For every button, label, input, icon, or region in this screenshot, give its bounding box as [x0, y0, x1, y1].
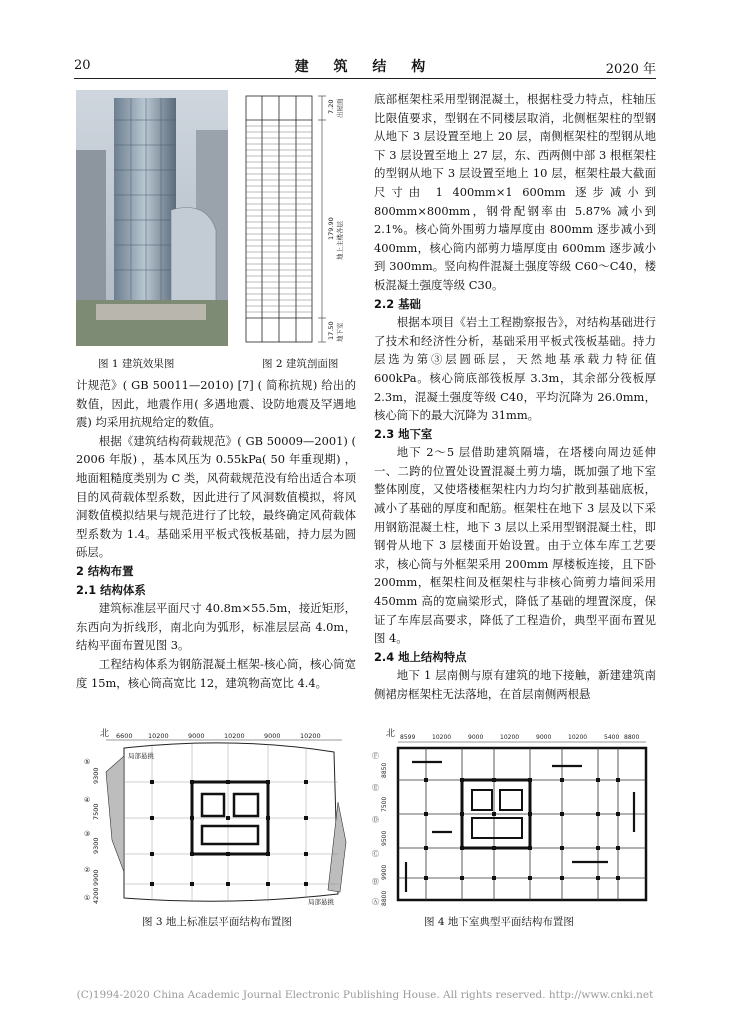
figure-3-caption: 图 3 地上标准层平面结构布置图	[142, 916, 292, 928]
axis-label: ③	[84, 830, 91, 838]
dim-label: 10200	[224, 732, 245, 740]
column-mark	[266, 882, 270, 886]
figure-1-caption: 图 1 建筑效果图	[98, 358, 175, 370]
running-header	[74, 56, 656, 79]
note-label: 局部悬挑	[128, 752, 154, 760]
column-mark	[424, 812, 428, 816]
fig2-label: 7.20	[327, 99, 335, 114]
subsection-heading: 2.2 基础	[374, 296, 421, 311]
column-mark	[560, 876, 564, 880]
column-mark	[304, 780, 308, 784]
fig2-label: 地上主楼各层	[336, 221, 344, 260]
column-mark	[560, 846, 564, 850]
axis-label: Ⓓ	[372, 816, 379, 824]
dim-label: 5400	[604, 734, 620, 741]
dim-label: 9500	[381, 830, 388, 846]
axis-label: Ⓕ	[372, 752, 379, 760]
axis-label: Ⓔ	[372, 784, 379, 792]
subsection-heading: 2.3 地下室	[374, 426, 433, 441]
column-mark	[560, 778, 564, 782]
dim-label: 10200	[568, 734, 588, 741]
column-mark	[150, 816, 154, 820]
axis-label: Ⓑ	[372, 878, 379, 886]
paragraph: 地下 2～5 层借助建筑隔墙，在塔楼向周边延伸一、二跨的位置处设置混凝土剪力墙，既加强了地下室整体刚度，又使塔楼框架柱内力均匀扩散到基础底板，减小了基础的厚度和配筋。框架柱在地下 3 层及以下采用钢筋混凝土柱，地下 3 层以上采用型钢混凝土柱，即钢骨从地下 3 层楼面开始设置。由于立体车库工艺要求，核心筒与外框架采用 200mm 厚楼板连接，且下卧 200mm，框架柱间及框架柱与非核心筒剪力墙间采用 450mm 高的宽扁梁形式，降低了基础的埋置深度，保证了车库层高要求，降低了工程造价，典型平面布置见图 4。	[374, 445, 656, 646]
column-mark	[596, 876, 600, 880]
dim-label: 4200	[92, 887, 100, 904]
note-label: 局部悬挑	[308, 898, 334, 906]
column-mark	[226, 852, 230, 856]
dim-label: 9000	[536, 734, 552, 741]
column-mark	[190, 852, 194, 856]
column-mark	[150, 780, 154, 784]
figure-3-plan	[84, 722, 356, 908]
paragraph: 计规范》( GB 50011—2010) [7] ( 简称抗规) 给出的数值，因此，地震作用( 多遇地震、设防地震及罕遇地震) 均采用抗规给定的数值。	[76, 378, 356, 430]
dim-label: 9000	[264, 732, 281, 740]
section-heading: 2 结构布置	[76, 563, 134, 578]
subsection-heading: 2.1 结构体系	[76, 582, 146, 597]
column-mark	[460, 812, 464, 816]
column-mark	[226, 816, 230, 820]
dim-label: 9300	[92, 837, 100, 854]
copyright-footer: (C)1994-2020 China Academic Journal Electronic Publishing House. All rights reserved. http://www.cnki.net	[76, 989, 654, 1001]
dim-label: 6600	[116, 732, 133, 740]
figure-4-caption: 图 4 地下室典型平面结构布置图	[424, 916, 574, 928]
column-mark	[424, 778, 428, 782]
column-mark	[616, 876, 620, 880]
right-column	[374, 90, 656, 704]
column-mark	[150, 852, 154, 856]
dim-label: 7500	[92, 803, 100, 820]
axis-label: ②	[84, 866, 91, 874]
fig2-label: 出屋面	[336, 98, 344, 118]
fig2-label: 17.50	[327, 321, 335, 340]
column-mark	[616, 778, 620, 782]
north-label: 北	[100, 729, 110, 739]
column-mark	[528, 778, 532, 782]
column-mark	[190, 882, 194, 886]
axis-label: Ⓐ	[372, 898, 379, 906]
column-mark	[528, 876, 532, 880]
dim-label: 10200	[500, 734, 520, 741]
column-mark	[560, 812, 564, 816]
north-label: 北	[386, 729, 396, 739]
column-mark	[596, 812, 600, 816]
column-mark	[616, 812, 620, 816]
column-mark	[266, 780, 270, 784]
left-column	[76, 376, 356, 692]
column-mark	[460, 846, 464, 850]
subsection-heading: 2.4 地上结构特点	[374, 649, 467, 664]
fig2-label: 地下室	[336, 322, 344, 342]
column-mark	[424, 876, 428, 880]
paragraph: 工程结构体系为钢筋混凝土框架-核心筒，核心筒宽度 15m，核心筒高宽比 12，建筑物高宽比 4.4。	[76, 656, 356, 690]
column-mark	[304, 852, 308, 856]
paragraph: 根据《建筑结构荷载规范》( GB 50009—2001) ( 2006 年版) ，基本风压为 0.55kPa( 50 年重现期) ，地面粗糙度类别为 C 类，风荷载规范没有给出适合本项目的风荷载体型系数，因此进行了风洞数值模拟，将风洞数值模拟结果与规范进行了比较，最终确定风荷载体型系数为 1.4。基础采用平板式筏板基础，持力层为圆砾层。	[76, 433, 356, 560]
figure-2-caption: 图 2 建筑剖面图	[262, 358, 339, 370]
paragraph: 根据本项目《岩土工程勘察报告》，对结构基础进行了技术和经济性分析，基础采用平板式筏板基础。持力层选为第③层圆砾层，天然地基承载力特征值 600kPa。核心筒底部筏板厚 3.3m，其余部分筏板厚 2.3m，混凝土强度等级 C40，平均沉降为 26.0mm，核心筒下的最大沉降为 31mm。	[374, 315, 656, 423]
column-mark	[226, 780, 230, 784]
dim-label: 9000	[468, 734, 484, 741]
dim-label: 8800	[381, 890, 388, 906]
fig2-label: 179.90	[327, 217, 335, 240]
column-mark	[492, 846, 496, 850]
dim-label: 9900	[92, 869, 100, 886]
column-mark	[190, 780, 194, 784]
column-mark	[492, 812, 496, 816]
journal-title: 建 筑 结 构	[294, 59, 436, 75]
column-mark	[616, 846, 620, 850]
dim-label: 10200	[432, 734, 452, 741]
column-mark	[190, 816, 194, 820]
column-mark	[304, 816, 308, 820]
column-mark	[150, 882, 154, 886]
figure-4-plan	[372, 722, 658, 908]
page-number: 20	[74, 58, 91, 73]
column-mark	[528, 812, 532, 816]
paragraph: 底部框架柱采用型钢混凝土，根据柱受力特点，柱轴压比限值要求，型钢在不同楼层取消，北侧框架柱的型钢从地下 3 层设置至地上 20 层，南侧框架柱的型钢从地下 3 层设置至地上 27 层，东、西两侧中部 3 根框架柱的型钢从地下 3 层设置至地上 10 层，框架柱最大截面尺寸由 1 400mm×1 600mm 逐步减小到 800mm×800mm，钢骨配钢率由 5.87% 减小到 2.1%。核心筒外围剪力墙厚度由 800mm 逐步减小到 400mm，核心筒内部剪力墙厚度由 600mm 逐步减小到 300mm。竖向构件混凝土强度等级 C60～C40，楼板混凝土强度等级 C30。	[374, 92, 656, 292]
column-mark	[424, 846, 428, 850]
figure-2-section	[238, 90, 356, 346]
dim-label: 9900	[381, 864, 388, 880]
dim-label: 8800	[624, 734, 640, 741]
dim-label: 7500	[381, 796, 388, 812]
column-mark	[528, 846, 532, 850]
journal-year: 2020 年	[605, 62, 656, 77]
column-mark	[596, 778, 600, 782]
axis-label: Ⓒ	[372, 850, 379, 858]
paragraph: 地下 1 层南侧与原有建筑的地下接触，新建建筑南侧裙房框架柱无法落地，在首层南侧两根悬	[374, 668, 656, 701]
column-mark	[492, 876, 496, 880]
dim-label: 10200	[148, 732, 169, 740]
column-mark	[460, 778, 464, 782]
dim-label: 8599	[400, 734, 416, 741]
column-mark	[596, 846, 600, 850]
column-mark	[304, 882, 308, 886]
dim-label: 8850	[381, 762, 388, 778]
dim-label: 10200	[300, 732, 321, 740]
column-mark	[266, 816, 270, 820]
column-mark	[266, 852, 270, 856]
axis-label: ⑤	[84, 758, 91, 766]
dim-label: 9300	[92, 767, 100, 784]
column-mark	[226, 882, 230, 886]
figure-1-rendering	[76, 90, 228, 346]
axis-label: ①	[84, 894, 91, 902]
paragraph: 建筑标准层平面尺寸 40.8m×55.5m，接近矩形，东西向为折线形，南北向为弧形，标准层层高 4.0m，结构平面布置见图 3。	[76, 601, 356, 653]
axis-label: ④	[84, 796, 91, 804]
column-mark	[492, 778, 496, 782]
dim-label: 9000	[188, 732, 205, 740]
column-mark	[460, 876, 464, 880]
